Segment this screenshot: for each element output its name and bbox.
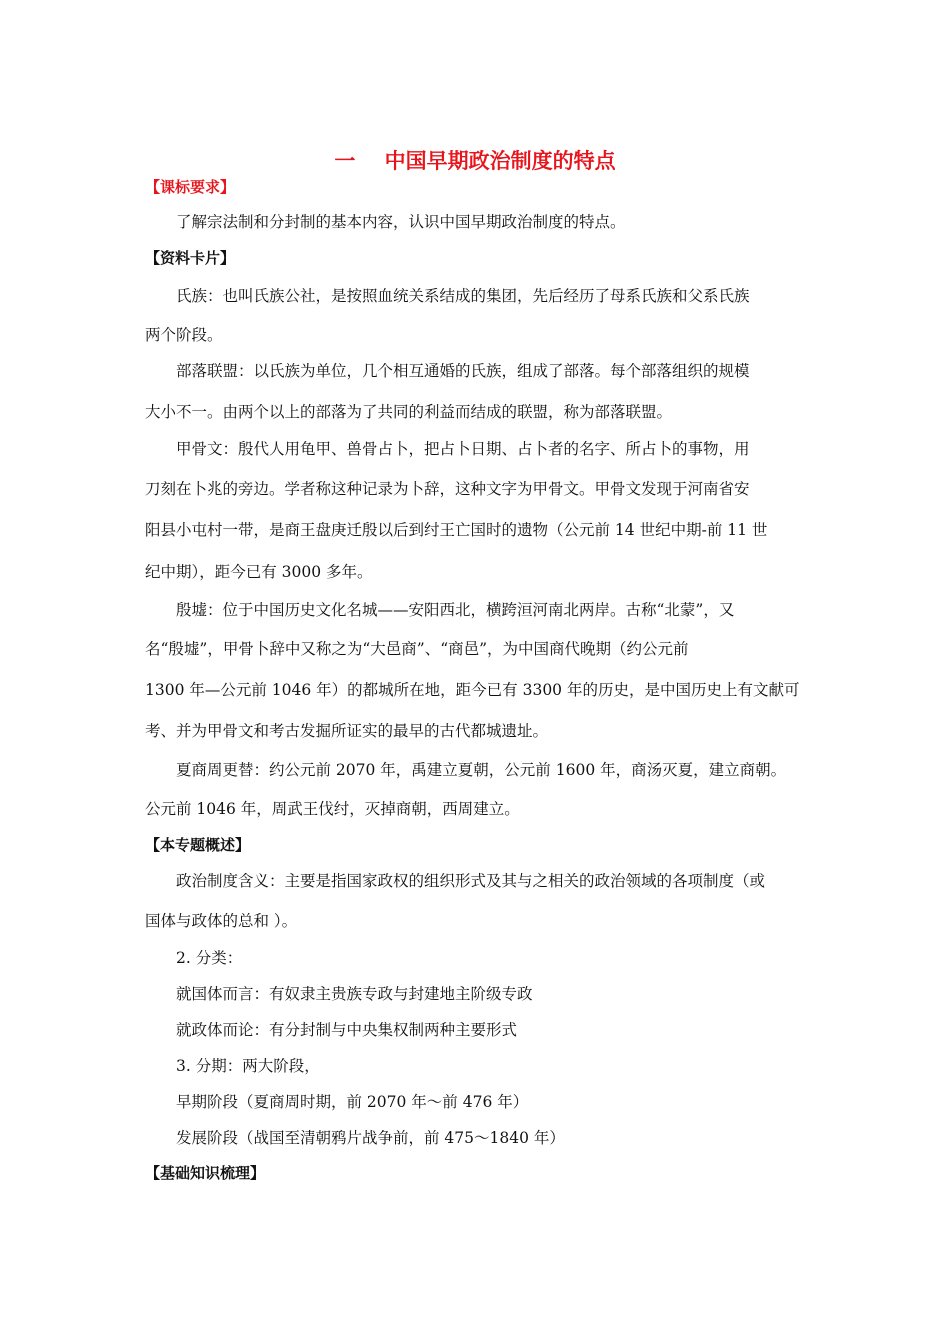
paragraph-line: 殷墟：位于中国历史文化名城——安阳西北，横跨洹河南北两岸。古称“北蒙”，又: [176, 601, 735, 619]
section-heading-gaishu: 【本专题概述】: [145, 836, 251, 854]
paragraph-line: 国体与政体的总和 ）。: [145, 912, 298, 930]
paragraph-line: 大小不一。由两个以上的部落为了共同的利益而结成的联盟，称为部落联盟。: [145, 403, 673, 421]
section-heading-ziliao: 【资料卡片】: [145, 249, 236, 267]
paragraph-line: 3. 分期：两大阶段，: [176, 1057, 320, 1075]
paragraph-line: 氏族：也叫氏族公社，是按照血统关系结成的集团，先后经历了母系氏族和父系氏族: [176, 287, 750, 305]
paragraph-line: 刀刻在卜兆的旁边。学者称这种记录为卜辞，这种文字为甲骨文。甲骨文发现于河南省安: [145, 480, 750, 498]
paragraph-line: 阳县小屯村一带，是商王盘庚迁殷以后到纣王亡国时的遗物（公元前 14 世纪中期-前 11 世: [145, 521, 768, 539]
paragraph-line: 就国体而言：有奴隶主贵族专政与封建地主阶级专政: [176, 985, 533, 1003]
paragraph-line: 1300 年—公元前 1046 年）的都城所在地，距今已有 3300 年的历史，是中国历史上有文献可: [145, 681, 800, 699]
paragraph-line: 政治制度含义：主要是指国家政权的组织形式及其与之相关的政治领域的各项制度（或: [176, 872, 766, 890]
paragraph-line: 甲骨文：殷代人用龟甲、兽骨占卜，把占卜日期、占卜者的名字、所占卜的事物，用: [176, 440, 750, 458]
paragraph-line: 纪中期），距今已有 3000 多年。: [145, 563, 373, 581]
section-heading-jichu: 【基础知识梳理】: [145, 1164, 266, 1182]
paragraph-line: 就政体而论：有分封制与中央集权制两种主要形式: [176, 1021, 518, 1039]
page-title: 一 中国早期政治制度的特点: [334, 149, 616, 173]
paragraph-line: 部落联盟：以氏族为单位，几个相互通婚的氏族，组成了部落。每个部落组织的规模: [176, 362, 750, 380]
paragraph-line: 了解宗法制和分封制的基本内容，认识中国早期政治制度的特点。: [176, 213, 626, 231]
paragraph-line: 早期阶段（夏商周时期，前 2070 年～前 476 年）: [176, 1093, 529, 1111]
paragraph-line: 公元前 1046 年，周武王伐纣，灭掉商朝，西周建立。: [145, 800, 520, 818]
paragraph-line: 发展阶段（战国至清朝鸦片战争前，前 475～1840 年）: [176, 1129, 565, 1147]
section-heading-kebiao: 【课标要求】: [145, 178, 236, 196]
paragraph-line: 夏商周更替：约公元前 2070 年，禹建立夏朝，公元前 1600 年，商汤灭夏，建立商朝。: [176, 761, 787, 779]
paragraph-line: 两个阶段。: [145, 326, 223, 344]
paragraph-line: 名“殷墟”，甲骨卜辞中又称之为“大邑商”、“商邑”，为中国商代晚期（约公元前: [145, 640, 689, 658]
paragraph-line: 2. 分类：: [176, 949, 243, 967]
paragraph-line: 考、并为甲骨文和考古发掘所证实的最早的古代都城遗址。: [145, 722, 549, 740]
